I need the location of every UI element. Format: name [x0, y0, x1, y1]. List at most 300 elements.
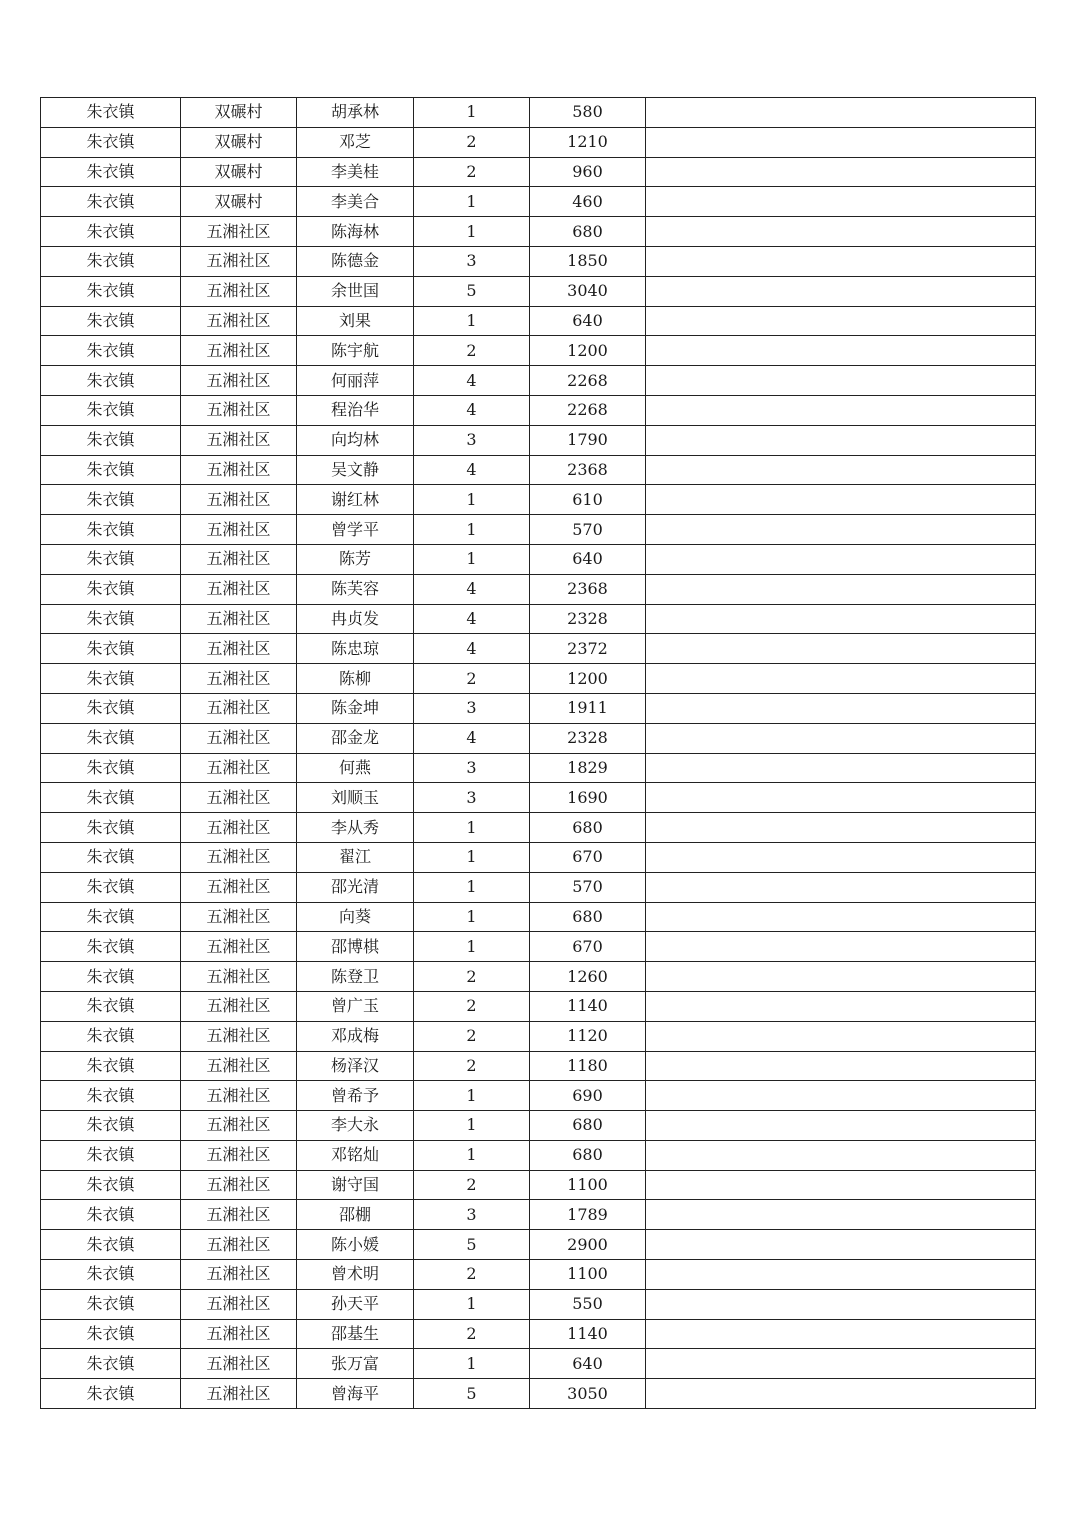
table-row [41, 425, 1036, 455]
household-count-cell: 1 [414, 1111, 530, 1141]
note-cell [646, 515, 1036, 545]
note-cell [646, 902, 1036, 932]
household-count-cell: 3 [414, 783, 530, 813]
note-cell [646, 1140, 1036, 1170]
note-cell [646, 723, 1036, 753]
name-cell: 刘果 [297, 306, 414, 336]
note-cell [646, 455, 1036, 485]
table-row [41, 753, 1036, 783]
note-cell [646, 187, 1036, 217]
note-cell [646, 932, 1036, 962]
table-row [41, 217, 1036, 247]
name-cell: 陈芙容 [297, 574, 414, 604]
amount-cell: 580 [530, 98, 646, 128]
household-count-cell: 2 [414, 1051, 530, 1081]
village-cell: 五湘社区 [181, 1319, 297, 1349]
note-cell [646, 1081, 1036, 1111]
town-cell: 朱衣镇 [41, 246, 181, 276]
town-cell: 朱衣镇 [41, 515, 181, 545]
name-cell: 邵棚 [297, 1200, 414, 1230]
note-cell [646, 813, 1036, 843]
town-cell: 朱衣镇 [41, 664, 181, 694]
household-count-cell: 2 [414, 664, 530, 694]
name-cell: 何燕 [297, 753, 414, 783]
village-cell: 五湘社区 [181, 962, 297, 992]
town-cell: 朱衣镇 [41, 1379, 181, 1409]
village-cell: 五湘社区 [181, 544, 297, 574]
village-cell: 五湘社区 [181, 991, 297, 1021]
name-cell: 曾学平 [297, 515, 414, 545]
household-count-cell: 1 [414, 1349, 530, 1379]
note-cell [646, 217, 1036, 247]
table-row [41, 485, 1036, 515]
table-row [41, 336, 1036, 366]
table-row [41, 634, 1036, 664]
household-count-cell: 4 [414, 395, 530, 425]
village-cell: 五湘社区 [181, 366, 297, 396]
village-cell: 五湘社区 [181, 1230, 297, 1260]
town-cell: 朱衣镇 [41, 544, 181, 574]
village-cell: 五湘社区 [181, 1200, 297, 1230]
village-cell: 五湘社区 [181, 1021, 297, 1051]
name-cell: 谢守国 [297, 1170, 414, 1200]
note-cell [646, 634, 1036, 664]
town-cell: 朱衣镇 [41, 306, 181, 336]
name-cell: 向均林 [297, 425, 414, 455]
amount-cell: 640 [530, 544, 646, 574]
town-cell: 朱衣镇 [41, 187, 181, 217]
name-cell: 邵博棋 [297, 932, 414, 962]
table-row [41, 1021, 1036, 1051]
note-cell [646, 842, 1036, 872]
household-count-cell: 1 [414, 515, 530, 545]
note-cell [646, 574, 1036, 604]
document-page [40, 97, 1036, 1409]
town-cell: 朱衣镇 [41, 574, 181, 604]
amount-cell: 2368 [530, 455, 646, 485]
note-cell [646, 664, 1036, 694]
village-cell: 五湘社区 [181, 217, 297, 247]
note-cell [646, 425, 1036, 455]
household-count-cell: 1 [414, 1140, 530, 1170]
household-count-cell: 5 [414, 276, 530, 306]
table-row [41, 1289, 1036, 1319]
household-count-cell: 2 [414, 962, 530, 992]
village-cell: 五湘社区 [181, 455, 297, 485]
amount-cell: 1100 [530, 1170, 646, 1200]
name-cell: 曾术明 [297, 1260, 414, 1290]
amount-cell: 2372 [530, 634, 646, 664]
household-count-cell: 2 [414, 157, 530, 187]
household-count-cell: 1 [414, 485, 530, 515]
amount-cell: 680 [530, 1140, 646, 1170]
town-cell: 朱衣镇 [41, 127, 181, 157]
village-cell: 五湘社区 [181, 783, 297, 813]
household-count-cell: 1 [414, 813, 530, 843]
household-count-cell: 1 [414, 872, 530, 902]
note-cell [646, 366, 1036, 396]
amount-cell: 690 [530, 1081, 646, 1111]
household-count-cell: 2 [414, 336, 530, 366]
amount-cell: 1690 [530, 783, 646, 813]
village-cell: 五湘社区 [181, 1260, 297, 1290]
name-cell: 邵金龙 [297, 723, 414, 753]
name-cell: 陈宇航 [297, 336, 414, 366]
note-cell [646, 1200, 1036, 1230]
village-cell: 五湘社区 [181, 1140, 297, 1170]
note-cell [646, 98, 1036, 128]
note-cell [646, 604, 1036, 634]
name-cell: 陈德金 [297, 246, 414, 276]
village-cell: 五湘社区 [181, 1081, 297, 1111]
name-cell: 李美合 [297, 187, 414, 217]
table-row [41, 604, 1036, 634]
name-cell: 向葵 [297, 902, 414, 932]
town-cell: 朱衣镇 [41, 157, 181, 187]
amount-cell: 1140 [530, 1319, 646, 1349]
household-count-cell: 1 [414, 932, 530, 962]
village-cell: 五湘社区 [181, 1051, 297, 1081]
amount-cell: 670 [530, 842, 646, 872]
town-cell: 朱衣镇 [41, 98, 181, 128]
table-row [41, 276, 1036, 306]
village-cell: 五湘社区 [181, 842, 297, 872]
name-cell: 何丽萍 [297, 366, 414, 396]
name-cell: 邓铭灿 [297, 1140, 414, 1170]
amount-cell: 1790 [530, 425, 646, 455]
amount-cell: 680 [530, 217, 646, 247]
town-cell: 朱衣镇 [41, 902, 181, 932]
name-cell: 谢红林 [297, 485, 414, 515]
village-cell: 五湘社区 [181, 276, 297, 306]
amount-cell: 1789 [530, 1200, 646, 1230]
name-cell: 曾希予 [297, 1081, 414, 1111]
town-cell: 朱衣镇 [41, 336, 181, 366]
name-cell: 曾广玉 [297, 991, 414, 1021]
town-cell: 朱衣镇 [41, 1289, 181, 1319]
amount-cell: 1180 [530, 1051, 646, 1081]
name-cell: 陈忠琼 [297, 634, 414, 664]
village-cell: 双碾村 [181, 127, 297, 157]
table-row [41, 246, 1036, 276]
household-count-cell: 4 [414, 366, 530, 396]
amount-cell: 610 [530, 485, 646, 515]
amount-cell: 1210 [530, 127, 646, 157]
name-cell: 陈海林 [297, 217, 414, 247]
village-cell: 双碾村 [181, 98, 297, 128]
amount-cell: 2900 [530, 1230, 646, 1260]
household-count-cell: 3 [414, 1200, 530, 1230]
amount-cell: 1850 [530, 246, 646, 276]
table-row [41, 1140, 1036, 1170]
table-body [41, 98, 1036, 1409]
table-row [41, 1319, 1036, 1349]
table-row [41, 98, 1036, 128]
table-row [41, 515, 1036, 545]
household-count-cell: 3 [414, 753, 530, 783]
table-row [41, 1379, 1036, 1409]
note-cell [646, 395, 1036, 425]
table-row [41, 366, 1036, 396]
amount-cell: 670 [530, 932, 646, 962]
name-cell: 陈小媛 [297, 1230, 414, 1260]
table-row [41, 574, 1036, 604]
note-cell [646, 991, 1036, 1021]
village-cell: 五湘社区 [181, 1379, 297, 1409]
household-count-cell: 1 [414, 98, 530, 128]
village-cell: 五湘社区 [181, 485, 297, 515]
name-cell: 陈柳 [297, 664, 414, 694]
household-count-cell: 1 [414, 544, 530, 574]
household-count-cell: 4 [414, 604, 530, 634]
amount-cell: 460 [530, 187, 646, 217]
town-cell: 朱衣镇 [41, 395, 181, 425]
town-cell: 朱衣镇 [41, 991, 181, 1021]
table-row [41, 395, 1036, 425]
town-cell: 朱衣镇 [41, 1140, 181, 1170]
amount-cell: 1140 [530, 991, 646, 1021]
town-cell: 朱衣镇 [41, 1051, 181, 1081]
town-cell: 朱衣镇 [41, 1349, 181, 1379]
town-cell: 朱衣镇 [41, 693, 181, 723]
amount-cell: 1100 [530, 1260, 646, 1290]
table-row [41, 306, 1036, 336]
name-cell: 曾海平 [297, 1379, 414, 1409]
name-cell: 杨泽汉 [297, 1051, 414, 1081]
name-cell: 邓芝 [297, 127, 414, 157]
household-count-cell: 2 [414, 1260, 530, 1290]
name-cell: 余世国 [297, 276, 414, 306]
town-cell: 朱衣镇 [41, 872, 181, 902]
village-cell: 五湘社区 [181, 1349, 297, 1379]
table-row [41, 664, 1036, 694]
village-cell: 五湘社区 [181, 1289, 297, 1319]
town-cell: 朱衣镇 [41, 276, 181, 306]
town-cell: 朱衣镇 [41, 813, 181, 843]
household-count-cell: 1 [414, 842, 530, 872]
note-cell [646, 1230, 1036, 1260]
table-row [41, 1111, 1036, 1141]
village-cell: 五湘社区 [181, 336, 297, 366]
village-cell: 五湘社区 [181, 604, 297, 634]
village-cell: 双碾村 [181, 187, 297, 217]
note-cell [646, 753, 1036, 783]
household-count-cell: 5 [414, 1379, 530, 1409]
town-cell: 朱衣镇 [41, 425, 181, 455]
table-row [41, 1349, 1036, 1379]
town-cell: 朱衣镇 [41, 1170, 181, 1200]
household-count-cell: 3 [414, 425, 530, 455]
village-cell: 五湘社区 [181, 902, 297, 932]
household-count-cell: 2 [414, 1319, 530, 1349]
household-count-cell: 5 [414, 1230, 530, 1260]
amount-cell: 680 [530, 813, 646, 843]
table-row [41, 157, 1036, 187]
town-cell: 朱衣镇 [41, 604, 181, 634]
household-count-cell: 2 [414, 127, 530, 157]
note-cell [646, 962, 1036, 992]
note-cell [646, 693, 1036, 723]
town-cell: 朱衣镇 [41, 1260, 181, 1290]
table-row [41, 932, 1036, 962]
table-row [41, 1260, 1036, 1290]
table-row [41, 1051, 1036, 1081]
note-cell [646, 783, 1036, 813]
name-cell: 陈芳 [297, 544, 414, 574]
village-cell: 五湘社区 [181, 723, 297, 753]
household-count-cell: 4 [414, 455, 530, 485]
town-cell: 朱衣镇 [41, 753, 181, 783]
table-row [41, 842, 1036, 872]
note-cell [646, 1379, 1036, 1409]
town-cell: 朱衣镇 [41, 1230, 181, 1260]
table-row [41, 455, 1036, 485]
note-cell [646, 127, 1036, 157]
table-row [41, 127, 1036, 157]
name-cell: 冉贞发 [297, 604, 414, 634]
village-cell: 五湘社区 [181, 872, 297, 902]
amount-cell: 570 [530, 872, 646, 902]
table-row [41, 544, 1036, 574]
household-count-cell: 2 [414, 991, 530, 1021]
amount-cell: 1260 [530, 962, 646, 992]
note-cell [646, 1170, 1036, 1200]
name-cell: 邵基生 [297, 1319, 414, 1349]
household-count-cell: 2 [414, 1021, 530, 1051]
amount-cell: 960 [530, 157, 646, 187]
note-cell [646, 1260, 1036, 1290]
note-cell [646, 1319, 1036, 1349]
village-cell: 五湘社区 [181, 395, 297, 425]
town-cell: 朱衣镇 [41, 1081, 181, 1111]
amount-cell: 2268 [530, 395, 646, 425]
name-cell: 程治华 [297, 395, 414, 425]
note-cell [646, 485, 1036, 515]
amount-cell: 1120 [530, 1021, 646, 1051]
village-cell: 五湘社区 [181, 1170, 297, 1200]
note-cell [646, 306, 1036, 336]
town-cell: 朱衣镇 [41, 485, 181, 515]
village-cell: 五湘社区 [181, 1111, 297, 1141]
town-cell: 朱衣镇 [41, 1319, 181, 1349]
amount-cell: 1200 [530, 336, 646, 366]
table-row [41, 693, 1036, 723]
note-cell [646, 1051, 1036, 1081]
household-count-cell: 3 [414, 693, 530, 723]
amount-cell: 2328 [530, 604, 646, 634]
household-count-cell: 4 [414, 634, 530, 664]
note-cell [646, 1111, 1036, 1141]
table-row [41, 962, 1036, 992]
name-cell: 刘顺玉 [297, 783, 414, 813]
village-cell: 五湘社区 [181, 515, 297, 545]
note-cell [646, 157, 1036, 187]
village-cell: 五湘社区 [181, 425, 297, 455]
amount-cell: 680 [530, 1111, 646, 1141]
table-row [41, 723, 1036, 753]
town-cell: 朱衣镇 [41, 634, 181, 664]
amount-cell: 570 [530, 515, 646, 545]
household-count-cell: 3 [414, 246, 530, 276]
village-cell: 五湘社区 [181, 693, 297, 723]
data-table [40, 97, 1036, 1409]
amount-cell: 640 [530, 1349, 646, 1379]
town-cell: 朱衣镇 [41, 1200, 181, 1230]
village-cell: 五湘社区 [181, 664, 297, 694]
note-cell [646, 1349, 1036, 1379]
amount-cell: 640 [530, 306, 646, 336]
town-cell: 朱衣镇 [41, 783, 181, 813]
village-cell: 五湘社区 [181, 932, 297, 962]
note-cell [646, 336, 1036, 366]
amount-cell: 1829 [530, 753, 646, 783]
table-row [41, 813, 1036, 843]
household-count-cell: 4 [414, 574, 530, 604]
town-cell: 朱衣镇 [41, 962, 181, 992]
household-count-cell: 1 [414, 1289, 530, 1319]
amount-cell: 1200 [530, 664, 646, 694]
village-cell: 五湘社区 [181, 753, 297, 783]
household-count-cell: 1 [414, 1081, 530, 1111]
household-count-cell: 2 [414, 1170, 530, 1200]
household-count-cell: 4 [414, 723, 530, 753]
name-cell: 李美桂 [297, 157, 414, 187]
name-cell: 李从秀 [297, 813, 414, 843]
table-row [41, 187, 1036, 217]
note-cell [646, 276, 1036, 306]
household-count-cell: 1 [414, 187, 530, 217]
household-count-cell: 1 [414, 306, 530, 336]
amount-cell: 550 [530, 1289, 646, 1319]
village-cell: 五湘社区 [181, 813, 297, 843]
village-cell: 五湘社区 [181, 634, 297, 664]
name-cell: 孙天平 [297, 1289, 414, 1319]
town-cell: 朱衣镇 [41, 366, 181, 396]
table-row [41, 783, 1036, 813]
name-cell: 邓成梅 [297, 1021, 414, 1051]
table-row [41, 1230, 1036, 1260]
town-cell: 朱衣镇 [41, 217, 181, 247]
note-cell [646, 1021, 1036, 1051]
note-cell [646, 872, 1036, 902]
town-cell: 朱衣镇 [41, 1021, 181, 1051]
amount-cell: 2368 [530, 574, 646, 604]
village-cell: 五湘社区 [181, 246, 297, 276]
town-cell: 朱衣镇 [41, 723, 181, 753]
note-cell [646, 544, 1036, 574]
table-row [41, 1200, 1036, 1230]
amount-cell: 3050 [530, 1379, 646, 1409]
name-cell: 胡承林 [297, 98, 414, 128]
name-cell: 陈登卫 [297, 962, 414, 992]
amount-cell: 1911 [530, 693, 646, 723]
name-cell: 吴文静 [297, 455, 414, 485]
table-row [41, 1081, 1036, 1111]
note-cell [646, 1289, 1036, 1319]
town-cell: 朱衣镇 [41, 842, 181, 872]
table-row [41, 991, 1036, 1021]
name-cell: 邵光清 [297, 872, 414, 902]
note-cell [646, 246, 1036, 276]
table-row [41, 902, 1036, 932]
name-cell: 李大永 [297, 1111, 414, 1141]
town-cell: 朱衣镇 [41, 932, 181, 962]
household-count-cell: 1 [414, 902, 530, 932]
amount-cell: 680 [530, 902, 646, 932]
town-cell: 朱衣镇 [41, 1111, 181, 1141]
amount-cell: 2268 [530, 366, 646, 396]
household-count-cell: 1 [414, 217, 530, 247]
